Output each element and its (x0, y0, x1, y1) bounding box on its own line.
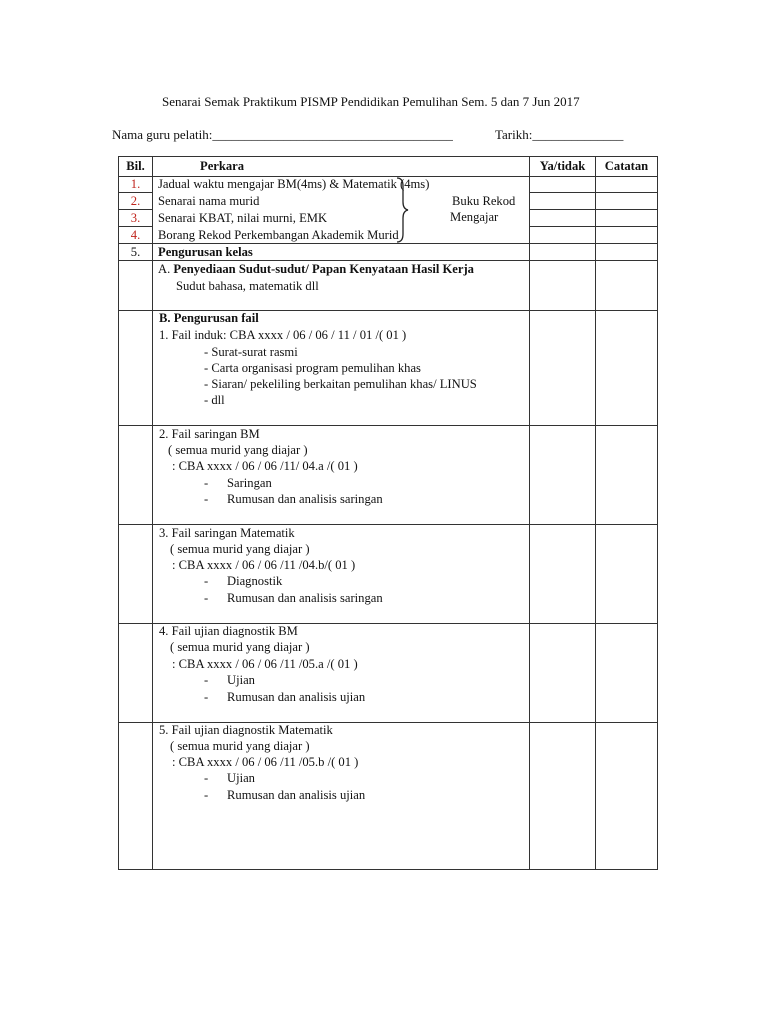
row4-text: Borang Rekod Perkembangan Akademik Murid (158, 228, 399, 242)
file3-code: : CBA xxxx / 06 / 06 /11 /04.b/( 01 ) (172, 558, 356, 572)
file4-heading: 4. Fail ujian diagnostik BM (159, 624, 298, 638)
file1-heading: 1. Fail induk: CBA xxxx / 06 / 06 / 11 / 01 /( 01 ) (159, 328, 407, 342)
col-divider-perkara (529, 156, 530, 870)
file1-item-2: - Carta organisasi program pemulihan khas (204, 361, 421, 375)
sectionA-heading (158, 262, 474, 277)
col-divider-bil (152, 156, 153, 870)
file1-bottom-line (118, 425, 658, 426)
file2-dash-1: - (204, 476, 209, 490)
table-border-bottom (118, 869, 658, 870)
row4-bottom-line (118, 243, 658, 244)
sectionA-prefix: A. (158, 262, 171, 276)
file3-heading: 3. Fail saringan Matematik (159, 526, 295, 540)
file3-item-1: Diagnostik (227, 574, 283, 588)
file3-dash-2: - (204, 591, 209, 605)
file5-dash-2: - (204, 788, 209, 802)
file4-dash-2: - (204, 690, 209, 704)
sectionA-sub: Sudut bahasa, matematik dll (176, 279, 319, 293)
row1-line-bil (118, 192, 153, 193)
header-perkara: Perkara (200, 159, 245, 173)
file5-note: ( semua murid yang diajar ) (170, 739, 310, 753)
date-blank: ______________ (532, 127, 624, 142)
file4-item-1: Ujian (227, 673, 255, 687)
file1-item-1: - Surat-surat rasmi (204, 345, 298, 359)
file4-code: : CBA xxxx / 06 / 06 /11 /05.a /( 01 ) (172, 657, 358, 671)
header-catatan: Catatan (604, 159, 649, 173)
file2-item-1: Saringan (227, 476, 272, 490)
file4-item-2: Rumusan dan analisis ujian (227, 690, 366, 704)
file5-item-2: Rumusan dan analisis ujian (227, 788, 366, 802)
row3-line-bil (118, 226, 153, 227)
file3-dash-1: - (204, 574, 209, 588)
file5-dash-1: - (204, 771, 209, 785)
row2-line-right (529, 209, 658, 210)
row5-number: 5. (130, 245, 141, 259)
file2-bottom-line (118, 524, 658, 525)
table-border-right (657, 156, 658, 870)
file5-code: : CBA xxxx / 06 / 06 /11 /05.b /( 01 ) (172, 755, 359, 769)
row4-number: 4. (130, 228, 141, 242)
trainee-name-label: Nama guru pelatih: (112, 127, 213, 142)
trainee-name-field (112, 127, 453, 143)
date-label: Tarikh: (495, 127, 533, 142)
brace-label-mengajar: Mengajar (450, 210, 499, 224)
row3-line-right (529, 226, 658, 227)
row1-number: 1. (130, 177, 141, 191)
row3-number: 3. (130, 211, 141, 225)
trainee-name-blank: _____________________________________ (212, 127, 453, 142)
file3-note: ( semua murid yang diajar ) (170, 542, 310, 556)
row2-line-bil (118, 209, 153, 210)
file4-dash-1: - (204, 673, 209, 687)
file2-heading: 2. Fail saringan BM (159, 427, 260, 441)
row2-number: 2. (130, 194, 141, 208)
file2-dash-2: - (204, 492, 209, 506)
file5-heading: 5. Fail ujian diagnostik Matematik (159, 723, 333, 737)
file5-item-1: Ujian (227, 771, 255, 785)
row2-text: Senarai nama murid (158, 194, 260, 208)
col-divider-yatidak (595, 156, 596, 870)
row3-text: Senarai KBAT, nilai murni, EMK (158, 211, 328, 225)
row5-title: Pengurusan kelas (158, 245, 253, 259)
document-title: Senarai Semak Praktikum PISMP Pendidikan Pemulihan Sem. 5 dan 7 Jun 2017 (162, 94, 580, 109)
file3-item-2: Rumusan dan analisis saringan (227, 591, 383, 605)
file4-note: ( semua murid yang diajar ) (170, 640, 310, 654)
table-border-left (118, 156, 119, 870)
row1-text: Jadual waktu mengajar BM(4ms) & Matematik (4ms) (158, 177, 430, 191)
date-field (495, 127, 623, 143)
header-yatidak: Ya/tidak (539, 159, 586, 173)
file2-note: ( semua murid yang diajar ) (168, 443, 308, 457)
header-bil: Bil. (126, 159, 145, 173)
file1-item-3: - Siaran/ pekeliling berkaitan pemulihan khas/ LINUS (204, 377, 477, 391)
curly-brace-icon (394, 176, 410, 244)
table-border-top (118, 156, 658, 157)
row5-bottom-line (118, 260, 658, 261)
sectionB-title: B. Pengurusan fail (159, 311, 259, 325)
brace-label-buku-rekod: Buku Rekod (452, 194, 516, 208)
sectionA-title: Penyediaan Sudut-sudut/ Papan Kenyataan Hasil Kerja (173, 262, 474, 276)
row1-line-right (529, 192, 658, 193)
file2-code: : CBA xxxx / 06 / 06 /11/ 04.a /( 01 ) (172, 459, 358, 473)
file1-item-4: - dll (204, 393, 225, 407)
file2-item-2: Rumusan dan analisis saringan (227, 492, 383, 506)
